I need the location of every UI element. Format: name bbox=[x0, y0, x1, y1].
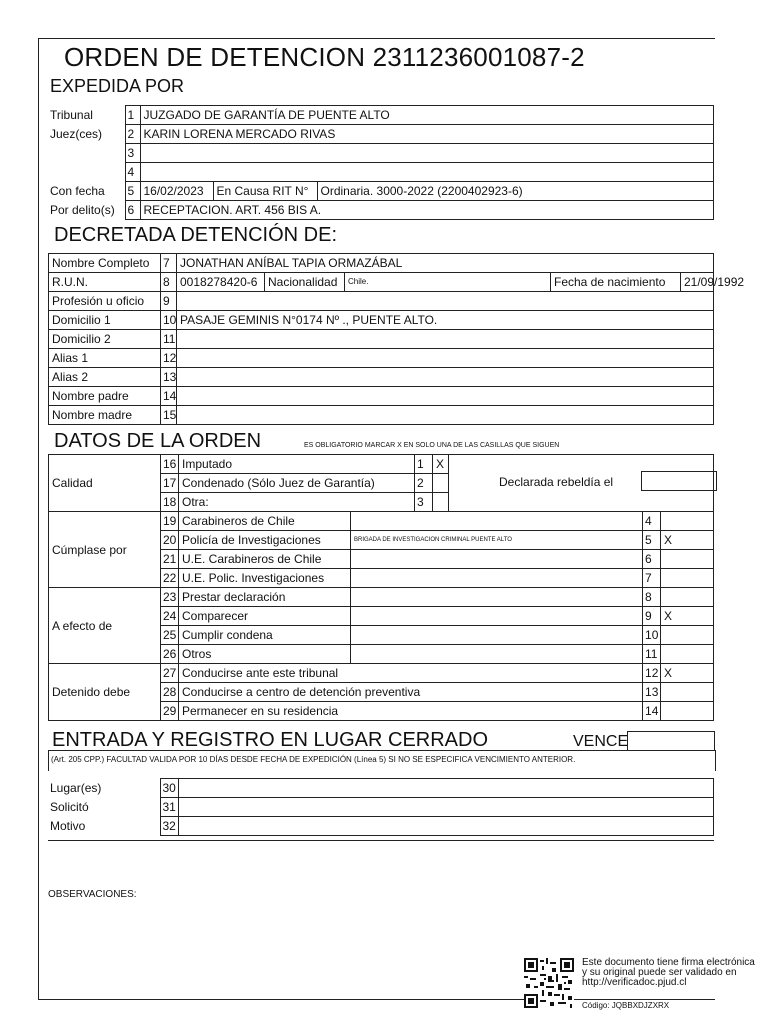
num-20: 20 bbox=[161, 531, 179, 550]
label-juez: Juez(ces) bbox=[50, 127, 103, 141]
row-delito bbox=[48, 201, 714, 220]
value-alias-2 bbox=[177, 368, 714, 387]
label-motivo: Motivo bbox=[50, 819, 86, 833]
num-28: 28 bbox=[161, 683, 179, 702]
value-solicito bbox=[178, 798, 714, 817]
row-imputado bbox=[49, 455, 714, 474]
decretada-table bbox=[48, 253, 745, 425]
label-domicilio-2: Domicilio 2 bbox=[49, 330, 161, 349]
datos-table bbox=[48, 454, 714, 721]
mark-policia[interactable]: X bbox=[661, 531, 714, 550]
detail-carabineros bbox=[351, 512, 643, 531]
label-alias-1: Alias 1 bbox=[49, 349, 161, 368]
num-12: 12 bbox=[161, 349, 177, 368]
num-15: 15 bbox=[161, 406, 177, 425]
detail-cumplir-condena bbox=[351, 626, 643, 645]
box-10: 10 bbox=[643, 626, 661, 645]
detail-comparecer bbox=[351, 607, 643, 626]
num-27: 27 bbox=[161, 664, 179, 683]
rebeldia-cell bbox=[449, 455, 714, 512]
value-nombre: JONATHAN ANÍBAL TAPIA ORMAZÁBAL bbox=[177, 254, 714, 273]
value-profesion bbox=[177, 292, 714, 311]
num-10: 10 bbox=[161, 311, 177, 330]
row-conducirse-tribunal bbox=[49, 664, 714, 683]
value-fecha: 16/02/2023 bbox=[140, 182, 213, 201]
row-solicito bbox=[48, 798, 714, 817]
detail-ue-investigaciones bbox=[351, 569, 643, 588]
mark-conducirse-tribunal[interactable]: X bbox=[661, 664, 714, 683]
mark-carabineros[interactable] bbox=[661, 512, 714, 531]
num-32: 32 bbox=[160, 817, 178, 836]
num-7: 7 bbox=[161, 254, 177, 273]
num-16: 16 bbox=[161, 455, 179, 474]
text-otros: Otros bbox=[179, 645, 351, 664]
value-domicilio-2 bbox=[177, 330, 714, 349]
row-juez-4 bbox=[48, 163, 714, 182]
num-6: 6 bbox=[125, 201, 140, 220]
label-calidad: Calidad bbox=[49, 455, 161, 512]
label-nombre-padre: Nombre padre bbox=[49, 387, 161, 406]
box-7: 7 bbox=[643, 569, 661, 588]
num-14: 14 bbox=[161, 387, 177, 406]
num-25: 25 bbox=[161, 626, 179, 645]
num-31: 31 bbox=[160, 798, 178, 817]
rebeldia-input[interactable] bbox=[641, 471, 717, 491]
row-nombre bbox=[49, 254, 714, 273]
codigo-verificacion: Código: JQBBXDJZXRX bbox=[582, 1001, 670, 1010]
firma-electronica-text: Este documento tiene firma electrónica y su original puede ser validado en http://verificadoc.pjud.cl bbox=[582, 957, 755, 988]
text-comparecer: Comparecer bbox=[179, 607, 351, 626]
num-18: 18 bbox=[161, 493, 179, 512]
text-condenado: Condenado (Sólo Juez de Garantía) bbox=[179, 474, 415, 493]
row-con-fecha bbox=[48, 182, 714, 201]
row-domicilio-2 bbox=[49, 330, 714, 349]
mark-condenado[interactable] bbox=[433, 474, 449, 493]
box-5: 5 bbox=[643, 531, 661, 550]
box-13: 13 bbox=[643, 683, 661, 702]
row-run bbox=[49, 273, 714, 292]
box-3: 3 bbox=[415, 493, 433, 512]
num-17: 17 bbox=[161, 474, 179, 493]
box-11: 11 bbox=[643, 645, 661, 664]
num-5: 5 bbox=[125, 182, 140, 201]
num-22: 22 bbox=[161, 569, 179, 588]
mark-otra[interactable] bbox=[433, 493, 449, 512]
datos-note: ES OBLIGATORIO MARCAR X EN SOLO UNA DE LAS CASILLAS QUE SIGUEN bbox=[304, 442, 560, 449]
row-prestar-declaracion bbox=[49, 588, 714, 607]
datos-heading: DATOS DE LA ORDEN bbox=[54, 430, 262, 452]
entrada-note-box bbox=[48, 750, 716, 771]
mark-imputado[interactable]: X bbox=[433, 455, 449, 474]
detail-policia: BRIGADA DE INVESTIGACION CRIMINAL PUENTE ALTO bbox=[351, 531, 643, 550]
num-19: 19 bbox=[161, 512, 179, 531]
label-nombre-madre: Nombre madre bbox=[49, 406, 161, 425]
label-lugar: Lugar(es) bbox=[50, 781, 102, 795]
num-4: 4 bbox=[125, 163, 140, 182]
label-causa: En Causa RIT N° bbox=[213, 182, 317, 201]
row-lugar bbox=[48, 779, 714, 798]
expedida-heading: EXPEDIDA POR bbox=[50, 76, 185, 96]
box-6: 6 bbox=[643, 550, 661, 569]
qr-code-icon bbox=[524, 958, 574, 1008]
label-empty-4 bbox=[48, 163, 125, 182]
num-23: 23 bbox=[161, 588, 179, 607]
entrada-heading: ENTRADA Y REGISTRO EN LUGAR CERRADO bbox=[52, 729, 489, 751]
row-tribunal bbox=[48, 106, 714, 125]
mark-ue-carabineros[interactable] bbox=[661, 550, 714, 569]
row-alias-2 bbox=[49, 368, 714, 387]
label-alias-2: Alias 2 bbox=[49, 368, 161, 387]
text-centro-detencion: Conducirse a centro de detención preventiva bbox=[179, 683, 643, 702]
label-nombre: Nombre Completo bbox=[49, 254, 161, 273]
mark-residencia[interactable] bbox=[661, 702, 714, 721]
decretada-heading: DECRETADA DETENCIÓN DE: bbox=[54, 224, 337, 246]
num-29: 29 bbox=[161, 702, 179, 721]
row-juez-3 bbox=[48, 144, 714, 163]
value-nacionalidad: Chile. bbox=[345, 273, 551, 292]
box-14: 14 bbox=[643, 702, 661, 721]
text-cumplir-condena: Cumplir condena bbox=[179, 626, 351, 645]
row-nombre-madre bbox=[49, 406, 714, 425]
label-efecto: A efecto de bbox=[49, 588, 161, 664]
vence-input[interactable] bbox=[627, 731, 715, 751]
text-imputado: Imputado bbox=[179, 455, 415, 474]
num-8: 8 bbox=[161, 273, 177, 292]
row-nombre-padre bbox=[49, 387, 714, 406]
detail-prestar-declaracion bbox=[351, 588, 643, 607]
value-delito: RECEPTACION. ART. 456 BIS A. bbox=[140, 201, 714, 220]
value-nombre-padre bbox=[177, 387, 714, 406]
row-juez bbox=[48, 125, 714, 144]
box-8: 8 bbox=[643, 588, 661, 607]
value-causa: Ordinaria. 3000-2022 (2200402923-6) bbox=[317, 182, 714, 201]
label-tribunal: Tribunal bbox=[50, 108, 93, 122]
row-motivo bbox=[48, 817, 714, 836]
value-nombre-madre bbox=[177, 406, 714, 425]
mark-otros[interactable] bbox=[661, 645, 714, 664]
row-domicilio-1 bbox=[49, 311, 714, 330]
num-24: 24 bbox=[161, 607, 179, 626]
text-residencia: Permanecer en su residencia bbox=[179, 702, 643, 721]
num-9: 9 bbox=[161, 292, 177, 311]
text-prestar-declaracion: Prestar declaración bbox=[179, 588, 351, 607]
mark-cumplir-condena[interactable] bbox=[661, 626, 714, 645]
num-13: 13 bbox=[161, 368, 177, 387]
label-delito: Por delito(s) bbox=[50, 203, 115, 217]
label-cumplase: Cúmplase por bbox=[49, 512, 161, 588]
mark-prestar-declaracion[interactable] bbox=[661, 588, 714, 607]
num-26: 26 bbox=[161, 645, 179, 664]
label-vence: VENCE bbox=[573, 733, 629, 750]
value-lugar bbox=[178, 779, 714, 798]
label-rebeldia: Declarada rebeldía el bbox=[499, 475, 614, 489]
box-1: 1 bbox=[415, 455, 433, 474]
observaciones-label: OBSERVACIONES: bbox=[48, 889, 137, 900]
box-2: 2 bbox=[415, 474, 433, 493]
text-otra: Otra: bbox=[179, 493, 415, 512]
value-motivo bbox=[178, 817, 714, 836]
detail-otros bbox=[351, 645, 643, 664]
label-profesion: Profesión u oficio bbox=[49, 292, 161, 311]
label-detenido: Detenido debe bbox=[49, 664, 161, 721]
value-tribunal: JUZGADO DE GARANTÍA DE PUENTE ALTO bbox=[140, 106, 714, 125]
num-21: 21 bbox=[161, 550, 179, 569]
label-con-fecha: Con fecha bbox=[50, 184, 105, 198]
text-ue-carabineros: U.E. Carabineros de Chile bbox=[179, 550, 351, 569]
text-policia: Policía de Investigaciones bbox=[179, 531, 351, 550]
value-4 bbox=[140, 163, 714, 182]
value-juez: KARIN LORENA MERCADO RIVAS bbox=[140, 125, 714, 144]
box-12: 12 bbox=[643, 664, 661, 683]
value-alias-1 bbox=[177, 349, 714, 368]
text-ue-investigaciones: U.E. Polic. Investigaciones bbox=[179, 569, 351, 588]
box-4: 4 bbox=[643, 512, 661, 531]
value-run: 0018278420-6 bbox=[177, 273, 265, 292]
num-1: 1 bbox=[125, 106, 140, 125]
text-carabineros: Carabineros de Chile bbox=[179, 512, 351, 531]
label-nacionalidad: Nacionalidad bbox=[265, 273, 345, 292]
num-11: 11 bbox=[161, 330, 177, 349]
row-carabineros bbox=[49, 512, 714, 531]
page-title: ORDEN DE DETENCION 2311236001087-2 bbox=[64, 42, 585, 72]
row-alias-1 bbox=[49, 349, 714, 368]
label-empty-3 bbox=[48, 144, 125, 163]
mark-centro-detencion[interactable] bbox=[661, 683, 714, 702]
expedida-table bbox=[48, 105, 714, 220]
entrada-bottom-rule bbox=[48, 840, 714, 841]
num-2: 2 bbox=[125, 125, 140, 144]
value-fecha-nacimiento: 21/09/1992 bbox=[681, 273, 714, 292]
mark-ue-investigaciones[interactable] bbox=[661, 569, 714, 588]
box-9: 9 bbox=[643, 607, 661, 626]
row-profesion bbox=[49, 292, 714, 311]
label-solicito: Solicitó bbox=[50, 800, 89, 814]
text-conducirse-tribunal: Conducirse ante este tribunal bbox=[179, 664, 643, 683]
label-domicilio-1: Domicilio 1 bbox=[49, 311, 161, 330]
mark-comparecer[interactable]: X bbox=[661, 607, 714, 626]
entrada-table bbox=[48, 778, 714, 836]
label-fecha-nacimiento: Fecha de nacimiento bbox=[551, 273, 681, 292]
label-run: R.U.N. bbox=[49, 273, 161, 292]
value-3 bbox=[140, 144, 714, 163]
detail-ue-carabineros bbox=[351, 550, 643, 569]
num-3: 3 bbox=[125, 144, 140, 163]
num-30: 30 bbox=[160, 779, 178, 798]
entrada-note: (Art. 205 CPP.) FACULTAD VALIDA POR 10 DÍAS DESDE FECHA DE EXPEDICIÓN (Línea 5) SI NO SE ESPECIFICA VENCIMIENTO ANTERIOR. bbox=[51, 755, 576, 764]
value-domicilio-1: PASAJE GEMINIS N°0174 Nº ., PUENTE ALTO. bbox=[177, 311, 714, 330]
